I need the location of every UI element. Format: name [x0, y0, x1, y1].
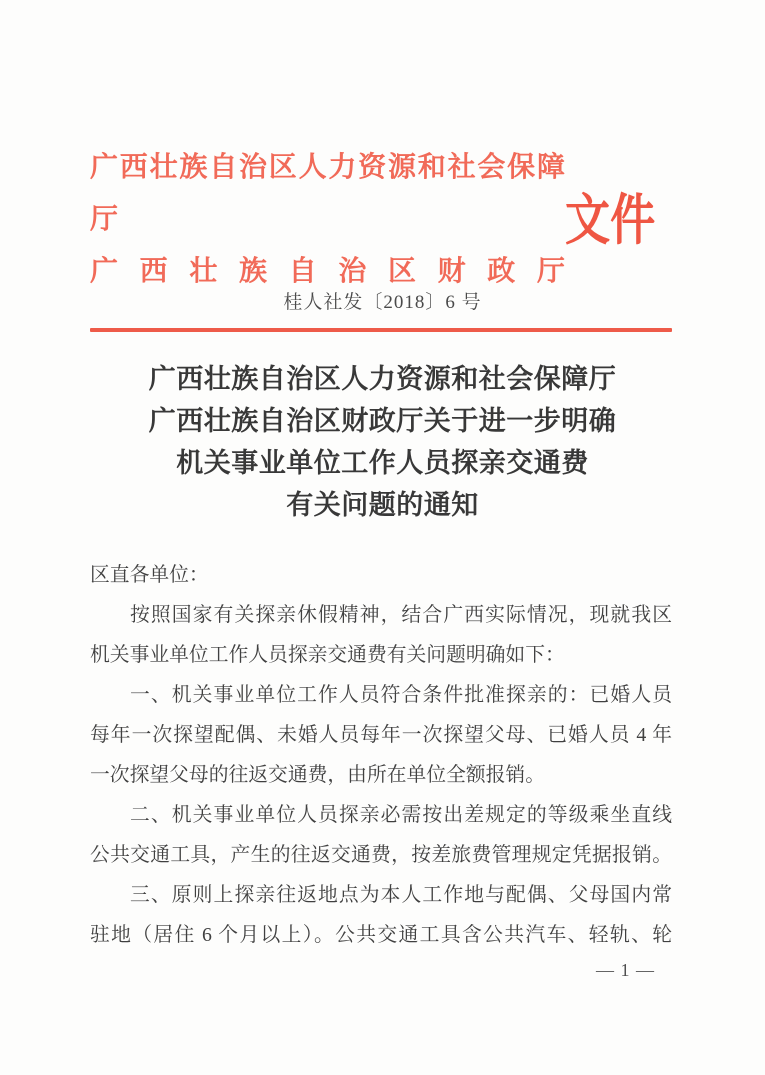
- salutation: 区直各单位：: [90, 564, 209, 586]
- body-line: 三、原则上探亲往返地点为本人工作地与配偶、父母国内常: [130, 884, 672, 906]
- body-line: 一、机关事业单位工作人员符合条件批准探亲的：已婚人员: [130, 684, 672, 706]
- title-line: 有关问题的通知: [286, 490, 479, 520]
- document-type-label: 文件: [564, 189, 656, 251]
- document-body: [90, 555, 672, 955]
- body-line: 二、机关事业单位人员探亲必需按出差规定的等级乘坐直线: [130, 804, 672, 826]
- document-title: [60, 358, 705, 526]
- issuing-agencies: [90, 142, 565, 298]
- body-line: 每年一次探望配偶、未婚人员每年一次探望父母、已婚人员 4 年: [90, 724, 672, 746]
- issuer-name-line1: 广西壮族自治区人力资源和社会保障厅: [90, 152, 565, 235]
- body-line: 机关事业单位工作人员探亲交通费有关问题明确如下：: [90, 644, 565, 666]
- page-number: — 1 —: [596, 960, 655, 980]
- document-number: 桂人社发〔2018〕6 号: [283, 292, 482, 313]
- title-line: 广西壮族自治区财政厅关于进一步明确: [148, 406, 617, 436]
- body-line: 公共交通工具，产生的往返交通费，按差旅费管理规定凭据报销。: [90, 844, 672, 866]
- red-letterhead: [90, 142, 675, 298]
- body-line: 一次探望父母的往返交通费，由所在单位全额报销。: [90, 764, 545, 786]
- title-line: 广西壮族自治区人力资源和社会保障厅: [148, 364, 617, 394]
- body-line: 按照国家有关探亲休假精神，结合广西实际情况，现就我区: [130, 604, 672, 626]
- body-line: 驻地（居住 6 个月以上）。公共交通工具含公共汽车、轻轨、轮: [90, 924, 672, 946]
- red-divider-line: [90, 328, 672, 332]
- issuer-name-line2: 广西壮族自治区财政厅: [90, 256, 565, 287]
- title-line: 机关事业单位工作人员探亲交通费: [176, 448, 589, 478]
